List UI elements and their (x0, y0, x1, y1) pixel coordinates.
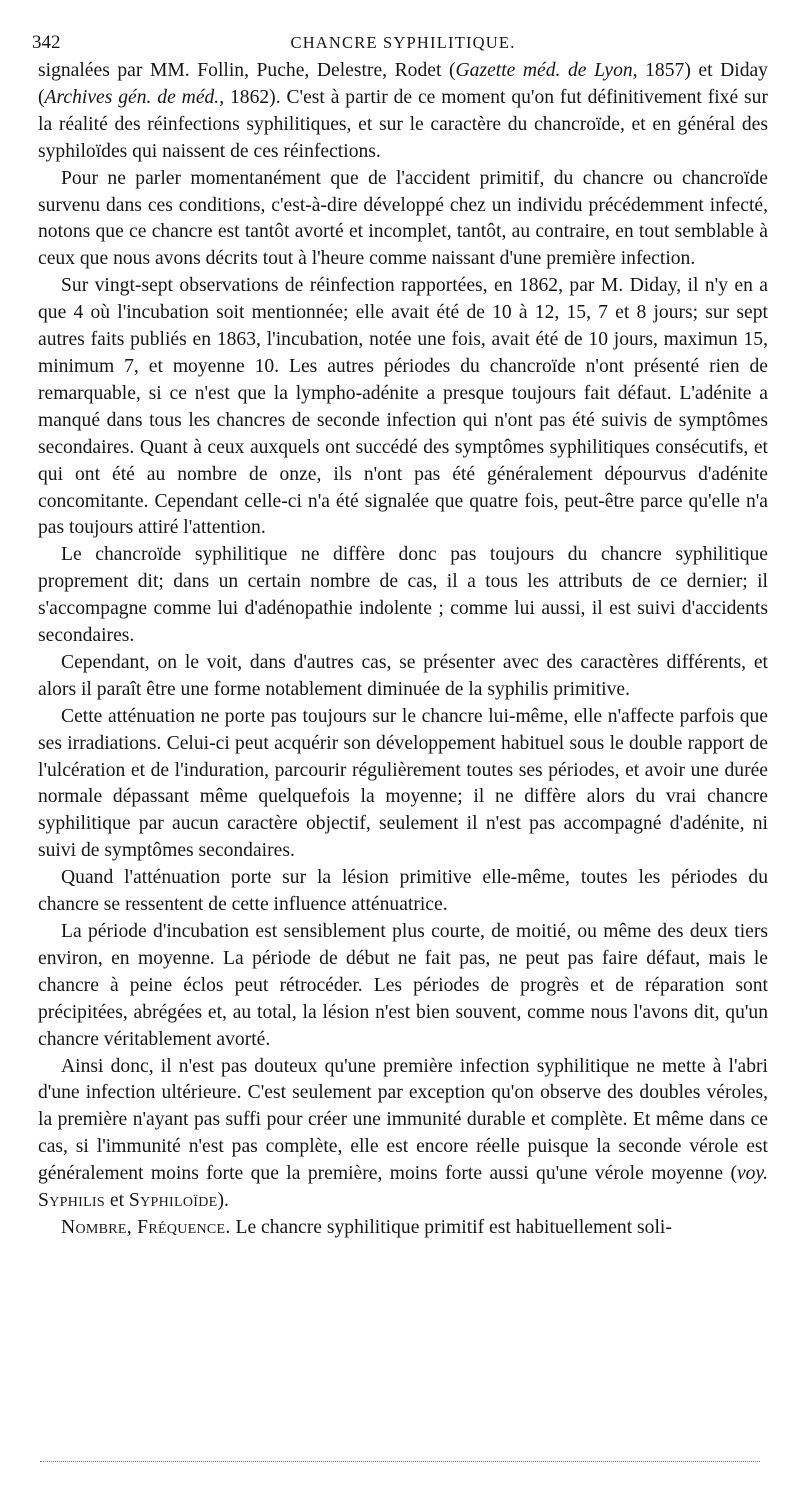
body-text (38, 58, 768, 1242)
paragraph: La période d'incubation est sensiblement plus courte, de moitié, ou même des deux tiers environ, en moyenne. La période de début ne fait pas, ne peut pas faire défaut, mais le chancre à peine éclos peut rétrocéder. Les périodes de progrès et de réparation sont précipitées, abrégées et, au total, la lésion n'est bien souvent, comme nous l'avons dit, qu'un chancre véritablement avorté. (38, 921, 768, 1050)
paragraph: Pour ne parler momentanément que de l'accident primitif, du chancre ou chancroïde survenu dans ces conditions, c'est-à-dire développé chez un individu précédemment infecté, notons que ce chancre est tantôt avorté et incomplet, tantôt, au contraire, en tout semblable à ceux que nous avons décrits tout à l'heure comme naissant d'une première infection. (38, 167, 768, 270)
paragraph: Cette atténuation ne porte pas toujours sur le chancre lui-même, elle n'affecte parfois que ses irradiations. Celui-ci peut acquérir son développement habituel sous le double rapport de l'ulcération et de l'induration, parcourir régulièrement toutes ses périodes, et avoir une durée normale dépassant même quelquefois la moyenne; il ne diffère alors du vrai chancre syphilitique par aucun caractère objectif, seulement il n'est pas accompagné d'adénite, ni suivi de symptômes secondaires. (38, 705, 768, 862)
book-page (32, 30, 768, 1242)
section-heading-paragraph: Nombre, Fréquence. Le chancre syphilitique primitif est habituellement soli- (61, 1216, 672, 1238)
running-title: CHANCRE SYPHILITIQUE. (290, 33, 516, 52)
paragraph: Le chancroïde syphilitique ne diffère donc pas toujours du chancre syphilitique proprement dit; dans un certain nombre de cas, il a tous les attributs de ce dernier; il s'accompagne comme lui d'adénopathie indolente ; comme lui aussi, il est suivi d'accidents secondaires. (38, 544, 768, 647)
paragraph: signalées par MM. Follin, Puche, Delestre, Rodet (Gazette méd. de Lyon, 1857) et Diday (Archives gén. de méd., 1862). C'est à partir de ce moment qu'on fut définitivement fixé sur la réalité des réinfections syphilitiques, et sur le caractère du chancroïde, et en général des syphiloïdes qui naissent de ces réinfections. (38, 60, 768, 162)
running-head (32, 30, 768, 58)
paragraph: Sur vingt-sept observations de réinfection rapportées, en 1862, par M. Diday, il n'y en a que 4 où l'incubation soit mentionnée; elle avait été de 10 à 12, 15, 7 et 8 jours; sur sept autres faits publiés en 1863, l'incubation, notée une fois, avait été de 10 jours, maximun 15, minimum 7, et moyenne 10. Les autres périodes du chancroïde n'ont présenté rien de remarquable, si ce n'est que la lympho-adénite a presque toujours fait défaut. L'adénite a manqué dans tous les chancres de seconde infection qui n'ont pas été suivis de symptômes secondaires. Quant à ceux auxquels ont succédé des symptômes syphilitiques consécutifs, et qui ont été au nombre de onze, ils n'ont pas été généralement dépourvus d'adénite concomitante. Cependant celle-ci n'a été signalée que quatre fois, peut-être parce qu'elle n'a pas toujours attiré l'attention. (38, 275, 768, 539)
paragraph: Quand l'atténuation porte sur la lésion primitive elle-même, toutes les périodes du chancre se ressentent de cette influence atténuatrice. (38, 867, 768, 916)
footer-rule (40, 1461, 760, 1462)
page-number: 342 (32, 32, 61, 53)
paragraph: Cependant, on le voit, dans d'autres cas, se présenter avec des caractères différents, et alors il paraît être une forme notablement diminuée de la syphilis primitive. (38, 651, 768, 700)
paragraph: Ainsi donc, il n'est pas douteux qu'une première infection syphilitique ne mette à l'abri d'une infection ultérieure. C'est seulement par exception qu'on observe des doubles véroles, la première n'ayant pas suffi pour créer une immunité durable et complète. Et même dans ce cas, si l'immunité n'est pas complète, elle est encore réelle puisque la seconde vérole est généralement moins forte que la première, moins forte aussi qu'une vérole moyenne (voy. Syphilis et Syphiloïde). (38, 1055, 768, 1212)
